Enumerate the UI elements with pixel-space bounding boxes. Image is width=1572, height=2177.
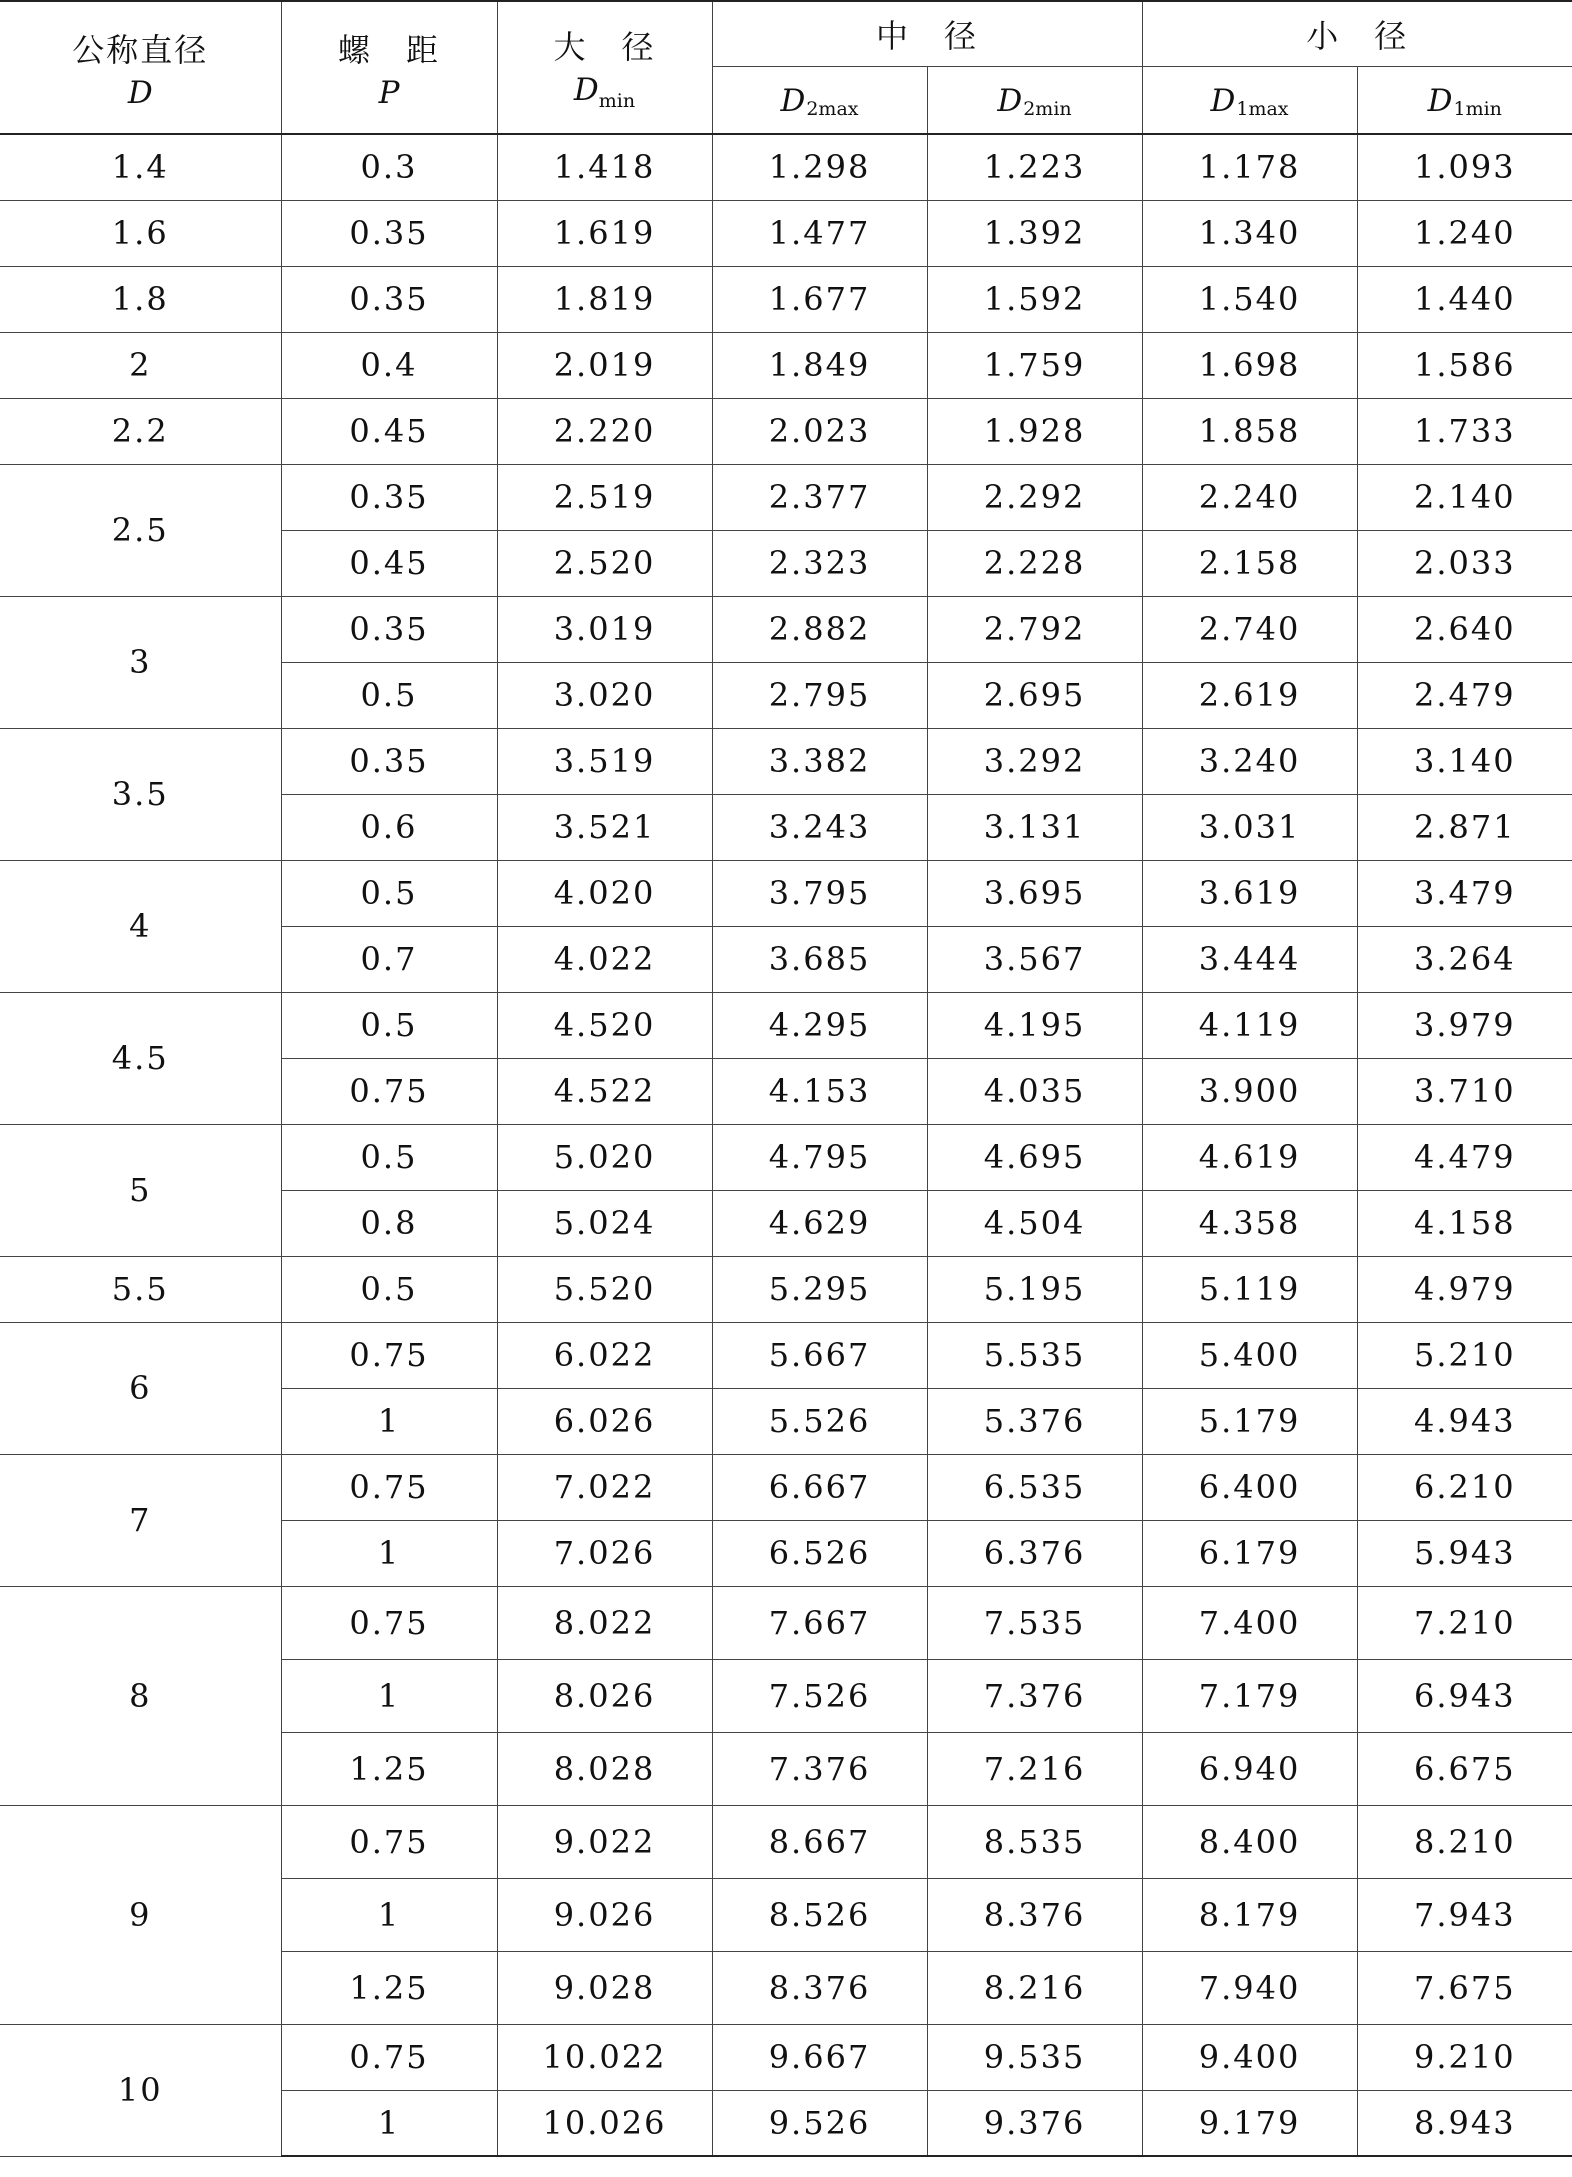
- pitch-diameter-min-cell: 4.695: [927, 1124, 1142, 1190]
- header-d1max: [1142, 67, 1357, 135]
- major-diameter-min-cell: 7.022: [497, 1454, 712, 1520]
- major-diameter-min-cell: 2.520: [497, 530, 712, 596]
- major-diameter-min-cell: 4.522: [497, 1058, 712, 1124]
- minor-diameter-max-cell: 5.400: [1142, 1322, 1357, 1388]
- major-diameter-min-cell: 4.022: [497, 926, 712, 992]
- d1max-symbol: [1211, 83, 1289, 119]
- pitch-cell: 0.3: [281, 134, 497, 200]
- table-header: [0, 1, 1572, 134]
- header-nominal-diameter: [0, 1, 281, 134]
- pitch-diameter-max-cell: 4.295: [712, 992, 927, 1058]
- minor-diameter-min-cell: 6.675: [1357, 1732, 1572, 1805]
- minor-diameter-max-cell: 5.119: [1142, 1256, 1357, 1322]
- header-pitch-symbol: P: [378, 74, 400, 111]
- table-row: [0, 992, 1572, 1058]
- pitch-diameter-max-cell: 4.629: [712, 1190, 927, 1256]
- major-diameter-min-cell: 4.020: [497, 860, 712, 926]
- minor-diameter-max-cell: 2.619: [1142, 662, 1357, 728]
- pitch-diameter-min-cell: 9.376: [927, 2090, 1142, 2156]
- pitch-cell: 0.75: [281, 1454, 497, 1520]
- header-pitch: [281, 1, 497, 134]
- symbol-letter: D: [573, 72, 599, 109]
- minor-diameter-max-cell: 4.119: [1142, 992, 1357, 1058]
- table-row: [0, 1124, 1572, 1190]
- pitch-diameter-max-cell: 1.849: [712, 332, 927, 398]
- nominal-diameter-cell: 8: [0, 1586, 281, 1805]
- minor-diameter-min-cell: 7.943: [1357, 1878, 1572, 1951]
- pitch-diameter-min-cell: 9.535: [927, 2024, 1142, 2090]
- table-row: [0, 200, 1572, 266]
- pitch-diameter-max-cell: 1.298: [712, 134, 927, 200]
- major-diameter-min-cell: 5.520: [497, 1256, 712, 1322]
- pitch-cell: 1.25: [281, 1732, 497, 1805]
- pitch-cell: 0.75: [281, 2024, 497, 2090]
- pitch-diameter-max-cell: 3.685: [712, 926, 927, 992]
- minor-diameter-min-cell: 8.943: [1357, 2090, 1572, 2156]
- minor-diameter-max-cell: 2.240: [1142, 464, 1357, 530]
- minor-diameter-min-cell: 3.140: [1357, 728, 1572, 794]
- pitch-cell: 0.75: [281, 1586, 497, 1659]
- pitch-diameter-min-cell: 2.792: [927, 596, 1142, 662]
- minor-diameter-min-cell: 2.871: [1357, 794, 1572, 860]
- pitch-cell: 0.5: [281, 1124, 497, 1190]
- minor-diameter-min-cell: 3.710: [1357, 1058, 1572, 1124]
- d1min-symbol: [1428, 83, 1502, 119]
- pitch-diameter-max-cell: 8.376: [712, 1951, 927, 2024]
- pitch-diameter-min-cell: 2.292: [927, 464, 1142, 530]
- pitch-cell: 0.8: [281, 1190, 497, 1256]
- table-row: [0, 398, 1572, 464]
- major-diameter-min-cell: 9.028: [497, 1951, 712, 2024]
- pitch-diameter-max-cell: 2.023: [712, 398, 927, 464]
- major-diameter-min-cell: 1.418: [497, 134, 712, 200]
- table-row: [0, 1454, 1572, 1520]
- table-row: [0, 1586, 1572, 1659]
- pitch-diameter-min-cell: 3.131: [927, 794, 1142, 860]
- pitch-diameter-max-cell: 2.323: [712, 530, 927, 596]
- minor-diameter-min-cell: 7.675: [1357, 1951, 1572, 2024]
- header-minor-diameter: 小 径: [1142, 1, 1572, 67]
- pitch-diameter-max-cell: 5.526: [712, 1388, 927, 1454]
- nominal-diameter-cell: 2.2: [0, 398, 281, 464]
- minor-diameter-min-cell: 7.210: [1357, 1586, 1572, 1659]
- table-row: [0, 728, 1572, 794]
- minor-diameter-min-cell: 6.943: [1357, 1659, 1572, 1732]
- pitch-diameter-min-cell: 7.535: [927, 1586, 1142, 1659]
- minor-diameter-min-cell: 1.733: [1357, 398, 1572, 464]
- minor-diameter-max-cell: 8.400: [1142, 1805, 1357, 1878]
- pitch-diameter-min-cell: 7.376: [927, 1659, 1142, 1732]
- minor-diameter-min-cell: 2.033: [1357, 530, 1572, 596]
- minor-diameter-min-cell: 1.440: [1357, 266, 1572, 332]
- pitch-diameter-min-cell: 3.695: [927, 860, 1142, 926]
- pitch-cell: 0.5: [281, 1256, 497, 1322]
- major-diameter-min-cell: 2.220: [497, 398, 712, 464]
- pitch-diameter-max-cell: 7.526: [712, 1659, 927, 1732]
- pitch-cell: 1: [281, 1388, 497, 1454]
- symbol-subscript: 2max: [806, 97, 859, 120]
- nominal-diameter-cell: 9: [0, 1805, 281, 2024]
- major-diameter-min-cell: 8.022: [497, 1586, 712, 1659]
- pitch-diameter-min-cell: 2.695: [927, 662, 1142, 728]
- pitch-diameter-max-cell: 9.667: [712, 2024, 927, 2090]
- table-row: [0, 134, 1572, 200]
- minor-diameter-min-cell: 9.210: [1357, 2024, 1572, 2090]
- pitch-diameter-max-cell: 5.667: [712, 1322, 927, 1388]
- nominal-diameter-cell: 1.6: [0, 200, 281, 266]
- pitch-diameter-min-cell: 1.759: [927, 332, 1142, 398]
- pitch-diameter-max-cell: 4.153: [712, 1058, 927, 1124]
- pitch-diameter-max-cell: 8.667: [712, 1805, 927, 1878]
- major-diameter-min-cell: 3.521: [497, 794, 712, 860]
- pitch-cell: 0.35: [281, 596, 497, 662]
- symbol-subscript: 2min: [1023, 97, 1072, 120]
- minor-diameter-min-cell: 4.479: [1357, 1124, 1572, 1190]
- header-nominal-diameter-symbol: D: [127, 74, 153, 111]
- minor-diameter-max-cell: 7.940: [1142, 1951, 1357, 2024]
- symbol-letter: D: [1427, 82, 1453, 119]
- major-diameter-min-cell: 2.519: [497, 464, 712, 530]
- d2max-symbol: [780, 83, 858, 119]
- minor-diameter-max-cell: 4.619: [1142, 1124, 1357, 1190]
- pitch-diameter-min-cell: 1.392: [927, 200, 1142, 266]
- table-body: [0, 134, 1572, 2156]
- minor-diameter-max-cell: 6.400: [1142, 1454, 1357, 1520]
- minor-diameter-min-cell: 1.093: [1357, 134, 1572, 200]
- pitch-diameter-max-cell: 4.795: [712, 1124, 927, 1190]
- header-row-1: [0, 1, 1572, 67]
- nominal-diameter-cell: 6: [0, 1322, 281, 1454]
- nominal-diameter-cell: 10: [0, 2024, 281, 2156]
- nominal-diameter-cell: 3: [0, 596, 281, 728]
- pitch-cell: 0.6: [281, 794, 497, 860]
- minor-diameter-max-cell: 5.179: [1142, 1388, 1357, 1454]
- minor-diameter-min-cell: 3.979: [1357, 992, 1572, 1058]
- pitch-diameter-min-cell: 4.195: [927, 992, 1142, 1058]
- pitch-cell: 0.35: [281, 266, 497, 332]
- pitch-cell: 0.75: [281, 1058, 497, 1124]
- minor-diameter-max-cell: 2.158: [1142, 530, 1357, 596]
- header-d1min: [1357, 67, 1572, 135]
- header-pitch-diameter: 中 径: [712, 1, 1142, 67]
- minor-diameter-max-cell: 1.340: [1142, 200, 1357, 266]
- major-diameter-min-cell: 9.026: [497, 1878, 712, 1951]
- header-major-diameter-label: 大 径: [553, 28, 656, 67]
- minor-diameter-max-cell: 1.858: [1142, 398, 1357, 464]
- table-row: [0, 860, 1572, 926]
- pitch-diameter-max-cell: 3.795: [712, 860, 927, 926]
- pitch-diameter-min-cell: 4.504: [927, 1190, 1142, 1256]
- pitch-diameter-min-cell: 8.535: [927, 1805, 1142, 1878]
- nominal-diameter-cell: 4: [0, 860, 281, 992]
- table-row: [0, 332, 1572, 398]
- pitch-diameter-max-cell: 8.526: [712, 1878, 927, 1951]
- pitch-cell: 1: [281, 2090, 497, 2156]
- major-diameter-min-cell: 8.026: [497, 1659, 712, 1732]
- major-diameter-min-cell: 4.520: [497, 992, 712, 1058]
- minor-diameter-max-cell: 4.358: [1142, 1190, 1357, 1256]
- table-row: [0, 1805, 1572, 1878]
- symbol-subscript: 1max: [1236, 97, 1289, 120]
- header-pitch-label: 螺 距: [337, 30, 440, 69]
- nominal-diameter-cell: 1.8: [0, 266, 281, 332]
- pitch-cell: 0.5: [281, 860, 497, 926]
- header-d2min: [927, 67, 1142, 135]
- symbol-subscript: min: [598, 90, 636, 113]
- pitch-diameter-min-cell: 5.195: [927, 1256, 1142, 1322]
- pitch-diameter-min-cell: 5.376: [927, 1388, 1142, 1454]
- pitch-cell: 0.4: [281, 332, 497, 398]
- minor-diameter-max-cell: 1.698: [1142, 332, 1357, 398]
- major-diameter-min-cell: 5.020: [497, 1124, 712, 1190]
- pitch-cell: 1: [281, 1659, 497, 1732]
- minor-diameter-min-cell: 2.479: [1357, 662, 1572, 728]
- header-nominal-diameter-label: 公称直径: [72, 30, 209, 69]
- pitch-diameter-min-cell: 2.228: [927, 530, 1142, 596]
- pitch-diameter-max-cell: 7.376: [712, 1732, 927, 1805]
- pitch-diameter-max-cell: 7.667: [712, 1586, 927, 1659]
- table-row: [0, 596, 1572, 662]
- pitch-diameter-max-cell: 1.677: [712, 266, 927, 332]
- minor-diameter-min-cell: 1.240: [1357, 200, 1572, 266]
- minor-diameter-max-cell: 9.400: [1142, 2024, 1357, 2090]
- major-diameter-min-cell: 9.022: [497, 1805, 712, 1878]
- minor-diameter-min-cell: 4.979: [1357, 1256, 1572, 1322]
- pitch-cell: 0.75: [281, 1322, 497, 1388]
- pitch-cell: 0.45: [281, 398, 497, 464]
- minor-diameter-max-cell: 8.179: [1142, 1878, 1357, 1951]
- symbol-letter: D: [1210, 82, 1236, 119]
- table-row: [0, 2024, 1572, 2090]
- minor-diameter-max-cell: 1.540: [1142, 266, 1357, 332]
- table-row: [0, 1322, 1572, 1388]
- pitch-cell: 0.5: [281, 992, 497, 1058]
- minor-diameter-min-cell: 1.586: [1357, 332, 1572, 398]
- minor-diameter-min-cell: 4.158: [1357, 1190, 1572, 1256]
- minor-diameter-min-cell: 2.140: [1357, 464, 1572, 530]
- nominal-diameter-cell: 1.4: [0, 134, 281, 200]
- nominal-diameter-cell: 3.5: [0, 728, 281, 860]
- symbol-letter: D: [997, 82, 1023, 119]
- major-diameter-min-cell: 8.028: [497, 1732, 712, 1805]
- pitch-diameter-max-cell: 6.526: [712, 1520, 927, 1586]
- major-diameter-min-cell: 10.026: [497, 2090, 712, 2156]
- header-d2max: [712, 67, 927, 135]
- minor-diameter-max-cell: 6.179: [1142, 1520, 1357, 1586]
- pitch-diameter-min-cell: 3.567: [927, 926, 1142, 992]
- pitch-cell: 1.25: [281, 1951, 497, 2024]
- major-diameter-min-cell: 3.020: [497, 662, 712, 728]
- pitch-diameter-min-cell: 4.035: [927, 1058, 1142, 1124]
- minor-diameter-min-cell: 3.479: [1357, 860, 1572, 926]
- symbol-subscript: 1min: [1453, 97, 1502, 120]
- pitch-diameter-min-cell: 3.292: [927, 728, 1142, 794]
- pitch-cell: 0.75: [281, 1805, 497, 1878]
- pitch-diameter-max-cell: 9.526: [712, 2090, 927, 2156]
- nominal-diameter-cell: 5: [0, 1124, 281, 1256]
- minor-diameter-max-cell: 6.940: [1142, 1732, 1357, 1805]
- pitch-cell: 0.35: [281, 728, 497, 794]
- major-diameter-min-cell: 3.519: [497, 728, 712, 794]
- major-diameter-min-cell: 6.022: [497, 1322, 712, 1388]
- pitch-diameter-max-cell: 2.795: [712, 662, 927, 728]
- pitch-cell: 0.7: [281, 926, 497, 992]
- pitch-diameter-max-cell: 2.882: [712, 596, 927, 662]
- pitch-cell: 0.35: [281, 464, 497, 530]
- nominal-diameter-cell: 7: [0, 1454, 281, 1586]
- pitch-diameter-min-cell: 8.376: [927, 1878, 1142, 1951]
- header-major-diameter: [497, 1, 712, 134]
- pitch-diameter-min-cell: 8.216: [927, 1951, 1142, 2024]
- major-diameter-min-cell: 1.819: [497, 266, 712, 332]
- minor-diameter-max-cell: 3.240: [1142, 728, 1357, 794]
- pitch-diameter-max-cell: 1.477: [712, 200, 927, 266]
- minor-diameter-max-cell: 9.179: [1142, 2090, 1357, 2156]
- pitch-diameter-max-cell: 2.377: [712, 464, 927, 530]
- table-row: [0, 1256, 1572, 1322]
- pitch-diameter-max-cell: 3.382: [712, 728, 927, 794]
- minor-diameter-min-cell: 2.640: [1357, 596, 1572, 662]
- minor-diameter-min-cell: 5.943: [1357, 1520, 1572, 1586]
- nominal-diameter-cell: 2: [0, 332, 281, 398]
- pitch-diameter-min-cell: 5.535: [927, 1322, 1142, 1388]
- nominal-diameter-cell: 2.5: [0, 464, 281, 596]
- table-row: [0, 266, 1572, 332]
- major-diameter-min-cell: 5.024: [497, 1190, 712, 1256]
- pitch-cell: 1: [281, 1878, 497, 1951]
- minor-diameter-max-cell: 3.444: [1142, 926, 1357, 992]
- minor-diameter-min-cell: 5.210: [1357, 1322, 1572, 1388]
- pitch-cell: 0.45: [281, 530, 497, 596]
- major-diameter-min-cell: 10.022: [497, 2024, 712, 2090]
- nominal-diameter-cell: 5.5: [0, 1256, 281, 1322]
- minor-diameter-max-cell: 3.900: [1142, 1058, 1357, 1124]
- minor-diameter-min-cell: 4.943: [1357, 1388, 1572, 1454]
- major-diameter-min-cell: 7.026: [497, 1520, 712, 1586]
- pitch-diameter-min-cell: 6.535: [927, 1454, 1142, 1520]
- pitch-diameter-min-cell: 1.223: [927, 134, 1142, 200]
- major-diameter-min-cell: 6.026: [497, 1388, 712, 1454]
- major-diameter-min-cell: 1.619: [497, 200, 712, 266]
- header-major-diameter-symbol: [498, 72, 712, 112]
- symbol-letter: D: [780, 82, 806, 119]
- major-diameter-min-cell: 2.019: [497, 332, 712, 398]
- pitch-diameter-min-cell: 7.216: [927, 1732, 1142, 1805]
- minor-diameter-max-cell: 3.619: [1142, 860, 1357, 926]
- pitch-diameter-max-cell: 3.243: [712, 794, 927, 860]
- pitch-cell: 0.35: [281, 200, 497, 266]
- minor-diameter-min-cell: 6.210: [1357, 1454, 1572, 1520]
- nominal-diameter-cell: 4.5: [0, 992, 281, 1124]
- minor-diameter-min-cell: 3.264: [1357, 926, 1572, 992]
- major-diameter-min-cell: 3.019: [497, 596, 712, 662]
- d2min-symbol: [997, 83, 1071, 119]
- pitch-diameter-min-cell: 1.592: [927, 266, 1142, 332]
- pitch-diameter-max-cell: 5.295: [712, 1256, 927, 1322]
- table-row: [0, 464, 1572, 530]
- minor-diameter-max-cell: 3.031: [1142, 794, 1357, 860]
- minor-diameter-max-cell: 7.179: [1142, 1659, 1357, 1732]
- pitch-diameter-min-cell: 6.376: [927, 1520, 1142, 1586]
- pitch-diameter-min-cell: 1.928: [927, 398, 1142, 464]
- pitch-cell: 0.5: [281, 662, 497, 728]
- minor-diameter-max-cell: 7.400: [1142, 1586, 1357, 1659]
- minor-diameter-max-cell: 2.740: [1142, 596, 1357, 662]
- pitch-cell: 1: [281, 1520, 497, 1586]
- minor-diameter-min-cell: 8.210: [1357, 1805, 1572, 1878]
- pitch-diameter-max-cell: 6.667: [712, 1454, 927, 1520]
- minor-diameter-max-cell: 1.178: [1142, 134, 1357, 200]
